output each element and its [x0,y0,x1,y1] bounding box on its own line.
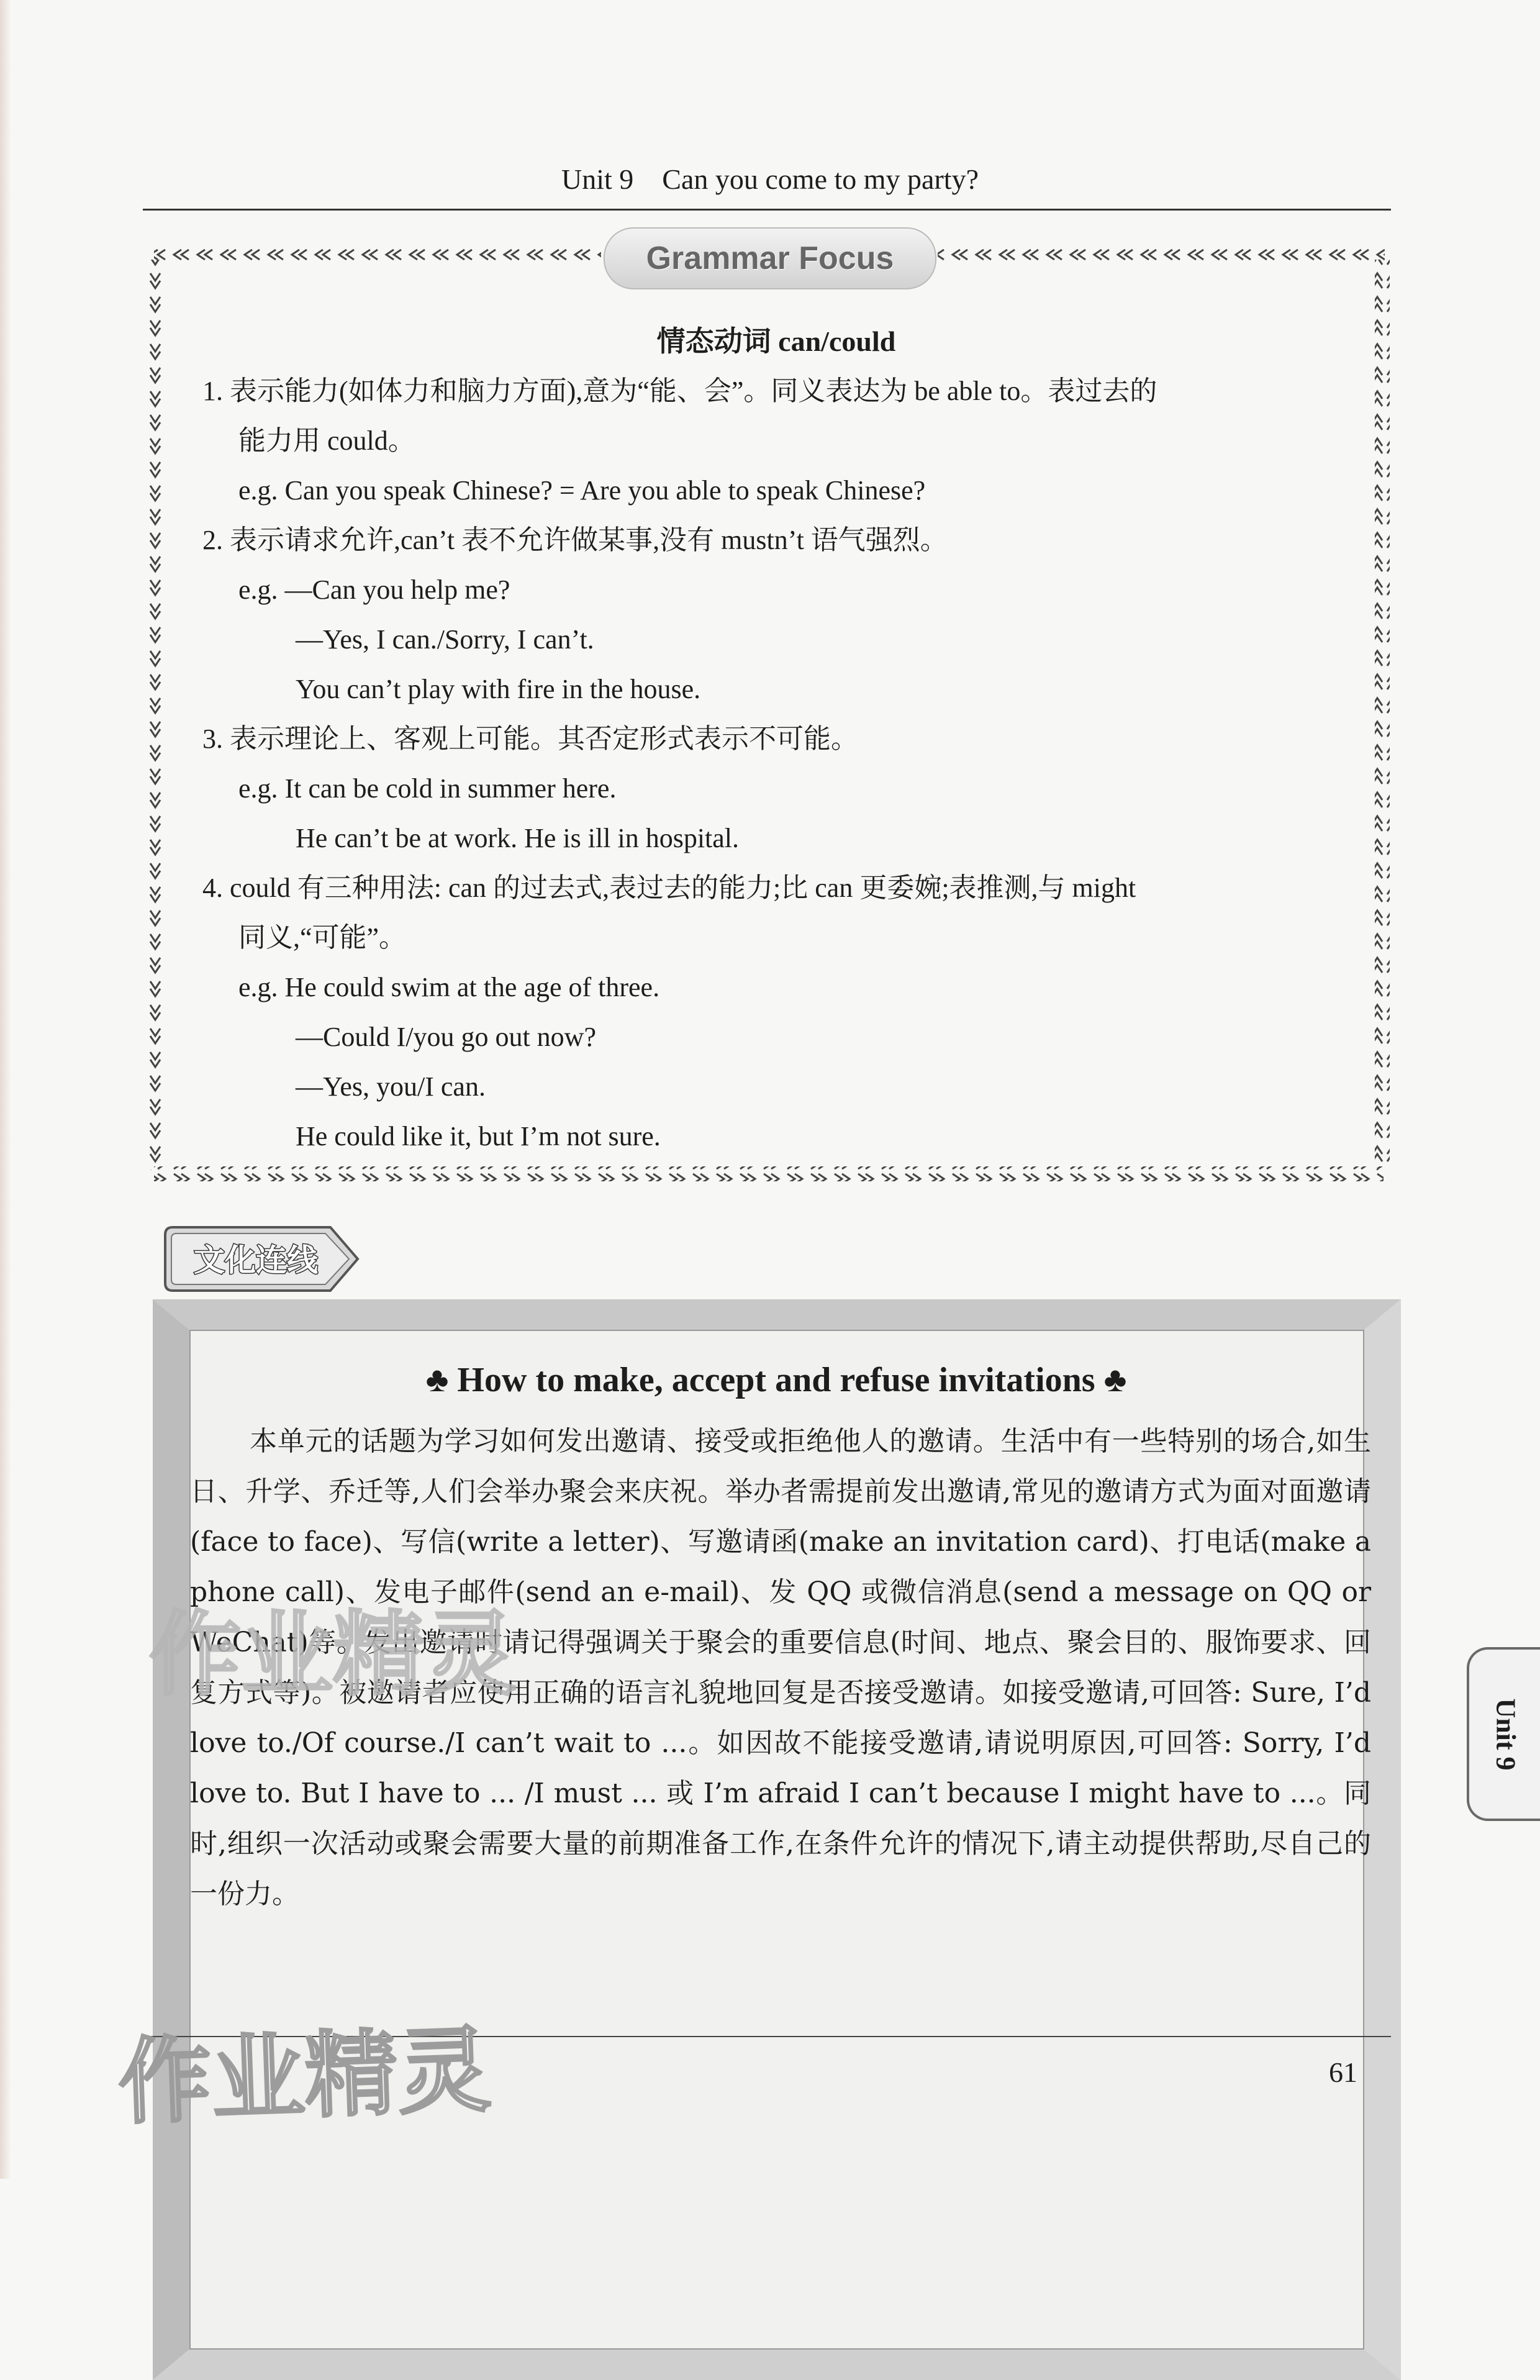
grammar-focus-content [199,317,1354,1161]
unit-side-tab-label: Unit 9 [1490,1697,1521,1771]
grammar-example: e.g. —Can you help me? [238,575,510,605]
grammar-line: 3. 表示理论上、客观上可能。其否定形式表示不可能。 [202,724,858,754]
grammar-example: He can’t be at work. He is ill in hospital. [296,823,740,853]
header-title: Can you come to my party? [662,163,979,195]
header-rule [143,209,1391,211]
grammar-line: 2. 表示请求允许,can’t 表不允许做某事,没有 mustn’t 语气强烈。 [202,525,948,555]
page-number: 61 [1329,2056,1357,2088]
grammar-line: 4. could 有三种用法: can 的过去式,表过去的能力;比 can 更委婉;表推测,与 might [202,873,1136,903]
unit-side-tab [1467,1647,1540,1821]
grammar-example: e.g. Can you speak Chinese? = Are you able to speak Chinese? [238,475,926,506]
grammar-example: e.g. He could swim at the age of three. [238,972,660,1002]
grammar-example: —Yes, I can./Sorry, I can’t. [296,624,594,655]
running-header [0,163,1540,196]
culture-label-badge [163,1225,360,1293]
culture-paragraph: 本单元的话题为学习如何发出邀请、接受或拒绝他人的邀请。生活中有一些特别的场合,如生日、升学、乔迁等,人们会举办聚会来庆祝。举办者需提前发出邀请,常见的邀请方式为面对面邀请(face to face)、写信(write a letter)、写邀请函(make an invitation card)、打电话(make a phone call)、发电子邮件(send an e-mail)、发 QQ 或微信消息(send a message on QQ or WeChat)等。发出邀请时请记得强调关于聚会的重要信息(时间、地点、聚会目的、服饰要求、回复方式等)。被邀请者应使用正确的语言礼貌地回复是否接受邀请。如接受邀请,可回答: Sure, I’d love to./Of course./I can’t wait to ...。如因故不能接受邀请,请说明原因,可回答: Sorry, I’d love to. But I have to ... /I must ... 或 I’m afraid I can’t because I might have to ...。同时,组织一次活动或聚会需要大量的前期准备工作,在条件允许的情况下,请主动提供帮助,尽自己的一份力。 [190,1425,1372,1910]
page-edge-shadow [0,0,11,2179]
grammar-example: He could like it, but I’m not sure. [296,1121,661,1151]
grammar-focus-title: 情态动词 can/could [656,325,896,357]
grammar-focus-badge: Grammar Focus [604,227,936,289]
grammar-example: e.g. It can be cold in summer here. [238,773,617,804]
culture-title [191,1360,1361,1400]
grammar-line: 1. 表示能力(如体力和脑力方面),意为“能、会”。同义表达为 be able to。表过去的 [202,376,1157,406]
club-icon: ♣ [1103,1361,1127,1399]
culture-label-text: 文化连线 [194,1242,318,1278]
grammar-example: You can’t play with fire in the house. [296,674,701,704]
grammar-line: 能力用 could。 [238,425,415,456]
grammar-example: —Could I/you go out now? [296,1022,596,1052]
watermark-middle: 作业精灵 [149,1601,517,1708]
grammar-line: 同义,“可能”。 [238,922,407,953]
culture-title-text: How to make, accept and refuse invitations [457,1361,1095,1399]
watermark-bottom: 作业精灵 [116,2016,493,2138]
club-icon: ♣ [425,1361,449,1399]
header-unit: Unit 9 [561,163,634,195]
grammar-example: —Yes, you/I can. [296,1071,486,1102]
